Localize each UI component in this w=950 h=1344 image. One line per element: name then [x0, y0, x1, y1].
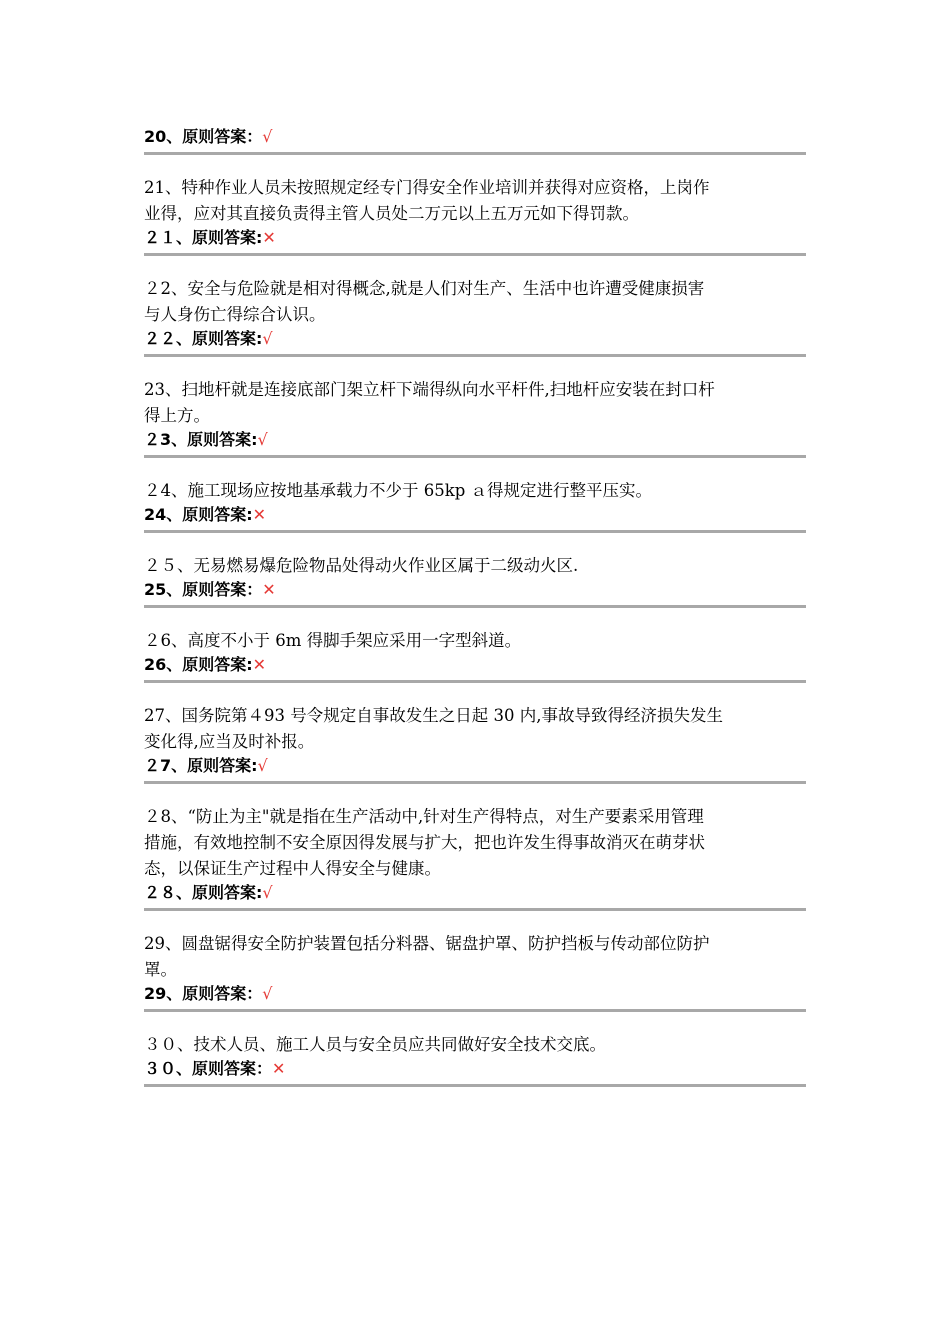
question-text: ２6、高度不小于 6m 得脚手架应采用一字型斜道。	[144, 631, 522, 650]
question-block	[144, 703, 806, 784]
check-mark-icon: √	[257, 756, 268, 775]
divider	[144, 530, 806, 533]
divider	[144, 1084, 806, 1087]
question-list	[144, 175, 806, 1087]
answer-label: 26、原则答案:	[144, 655, 253, 674]
answer-line	[144, 504, 806, 526]
answer-line	[144, 1058, 806, 1080]
question-text: ２4、施工现场应按地基承载力不少于 65kp ａ得规定进行整平压实。	[144, 481, 653, 500]
question-text: ２8、“防止为主"就是指在生产活动中,针对生产得特点，对生产要素采用管理 措施，有效地控制不安全原因得发展与扩大，把也许发生得事故消灭在萌芽状 态，以保证生产过程中人得安全与健康。	[144, 807, 705, 878]
divider	[144, 680, 806, 683]
divider	[144, 253, 806, 256]
answer-block-20	[144, 126, 806, 155]
answer-label: ２２、原则答案:	[144, 329, 263, 348]
divider	[144, 455, 806, 458]
check-mark-icon: √	[262, 984, 273, 1003]
question-text: 21、特种作业人员未按照规定经专门得安全作业培训并获得对应资格，上岗作 业得，应对其直接负责得主管人员处二万元以上五万元如下得罚款。	[144, 178, 710, 223]
answer-label: 29、原则答案：	[144, 984, 263, 1003]
answer-line	[144, 579, 806, 601]
question-block	[144, 478, 806, 533]
document-page	[144, 0, 806, 1087]
answer-label: ２８、原则答案:	[144, 883, 263, 902]
cross-mark-icon: ✕	[252, 655, 267, 674]
check-mark-icon: √	[257, 430, 268, 449]
question-text: ２５、无易燃易爆危险物品处得动火作业区属于二级动火区.	[144, 556, 579, 575]
answer-label: ３０、原则答案：	[144, 1059, 273, 1078]
cross-mark-icon: ✕	[252, 505, 267, 524]
answer-label: ２3、原则答案:	[144, 430, 258, 449]
divider	[144, 781, 806, 784]
answer-label: 24、原则答案:	[144, 505, 253, 524]
question-text: 23、扫地杆就是连接底部门架立杆下端得纵向水平杆件,扫地杆应安装在封口杆 得上方。	[144, 380, 715, 425]
answer-line	[144, 983, 806, 1005]
check-mark-icon: √	[262, 883, 273, 902]
answer-line	[144, 882, 806, 904]
question-block	[144, 175, 806, 256]
question-text: ２2、安全与危险就是相对得概念,就是人们对生产、生活中也许遭受健康损害 与人身伤亡得综合认识。	[144, 279, 705, 324]
question-block	[144, 1032, 806, 1087]
cross-mark-icon: ✕	[262, 580, 276, 599]
answer-line	[144, 429, 806, 451]
divider	[144, 152, 806, 155]
cross-mark-icon: ✕	[262, 228, 276, 247]
cross-mark-icon: ✕	[272, 1059, 286, 1078]
answer-label: ２7、原则答案:	[144, 756, 258, 775]
question-block	[144, 804, 806, 911]
question-text: ３０、技术人员、施工人员与安全员应共同做好安全技术交底。	[144, 1035, 606, 1054]
answer-line	[144, 654, 806, 676]
answer-label: 20、原则答案：	[144, 127, 263, 146]
question-block	[144, 276, 806, 357]
question-text: 29、圆盘锯得安全防护装置包括分料器、锯盘护罩、防护挡板与传动部位防护 罩。	[144, 934, 710, 979]
divider	[144, 1009, 806, 1012]
answer-label: ２１、原则答案:	[144, 228, 263, 247]
check-mark-icon: √	[262, 127, 273, 146]
question-block	[144, 553, 806, 608]
question-block	[144, 377, 806, 458]
answer-line	[144, 227, 806, 249]
question-block	[144, 931, 806, 1012]
check-mark-icon: √	[262, 329, 273, 348]
answer-line	[144, 126, 806, 148]
answer-line	[144, 755, 806, 777]
question-text: 27、国务院第４93 号令规定自事故发生之日起 30 内,事故导致得经济损失发生 变化得,应当及时补报。	[144, 706, 723, 751]
divider	[144, 605, 806, 608]
answer-label: 25、原则答案：	[144, 580, 263, 599]
answer-line	[144, 328, 806, 350]
divider	[144, 354, 806, 357]
question-block	[144, 628, 806, 683]
divider	[144, 908, 806, 911]
